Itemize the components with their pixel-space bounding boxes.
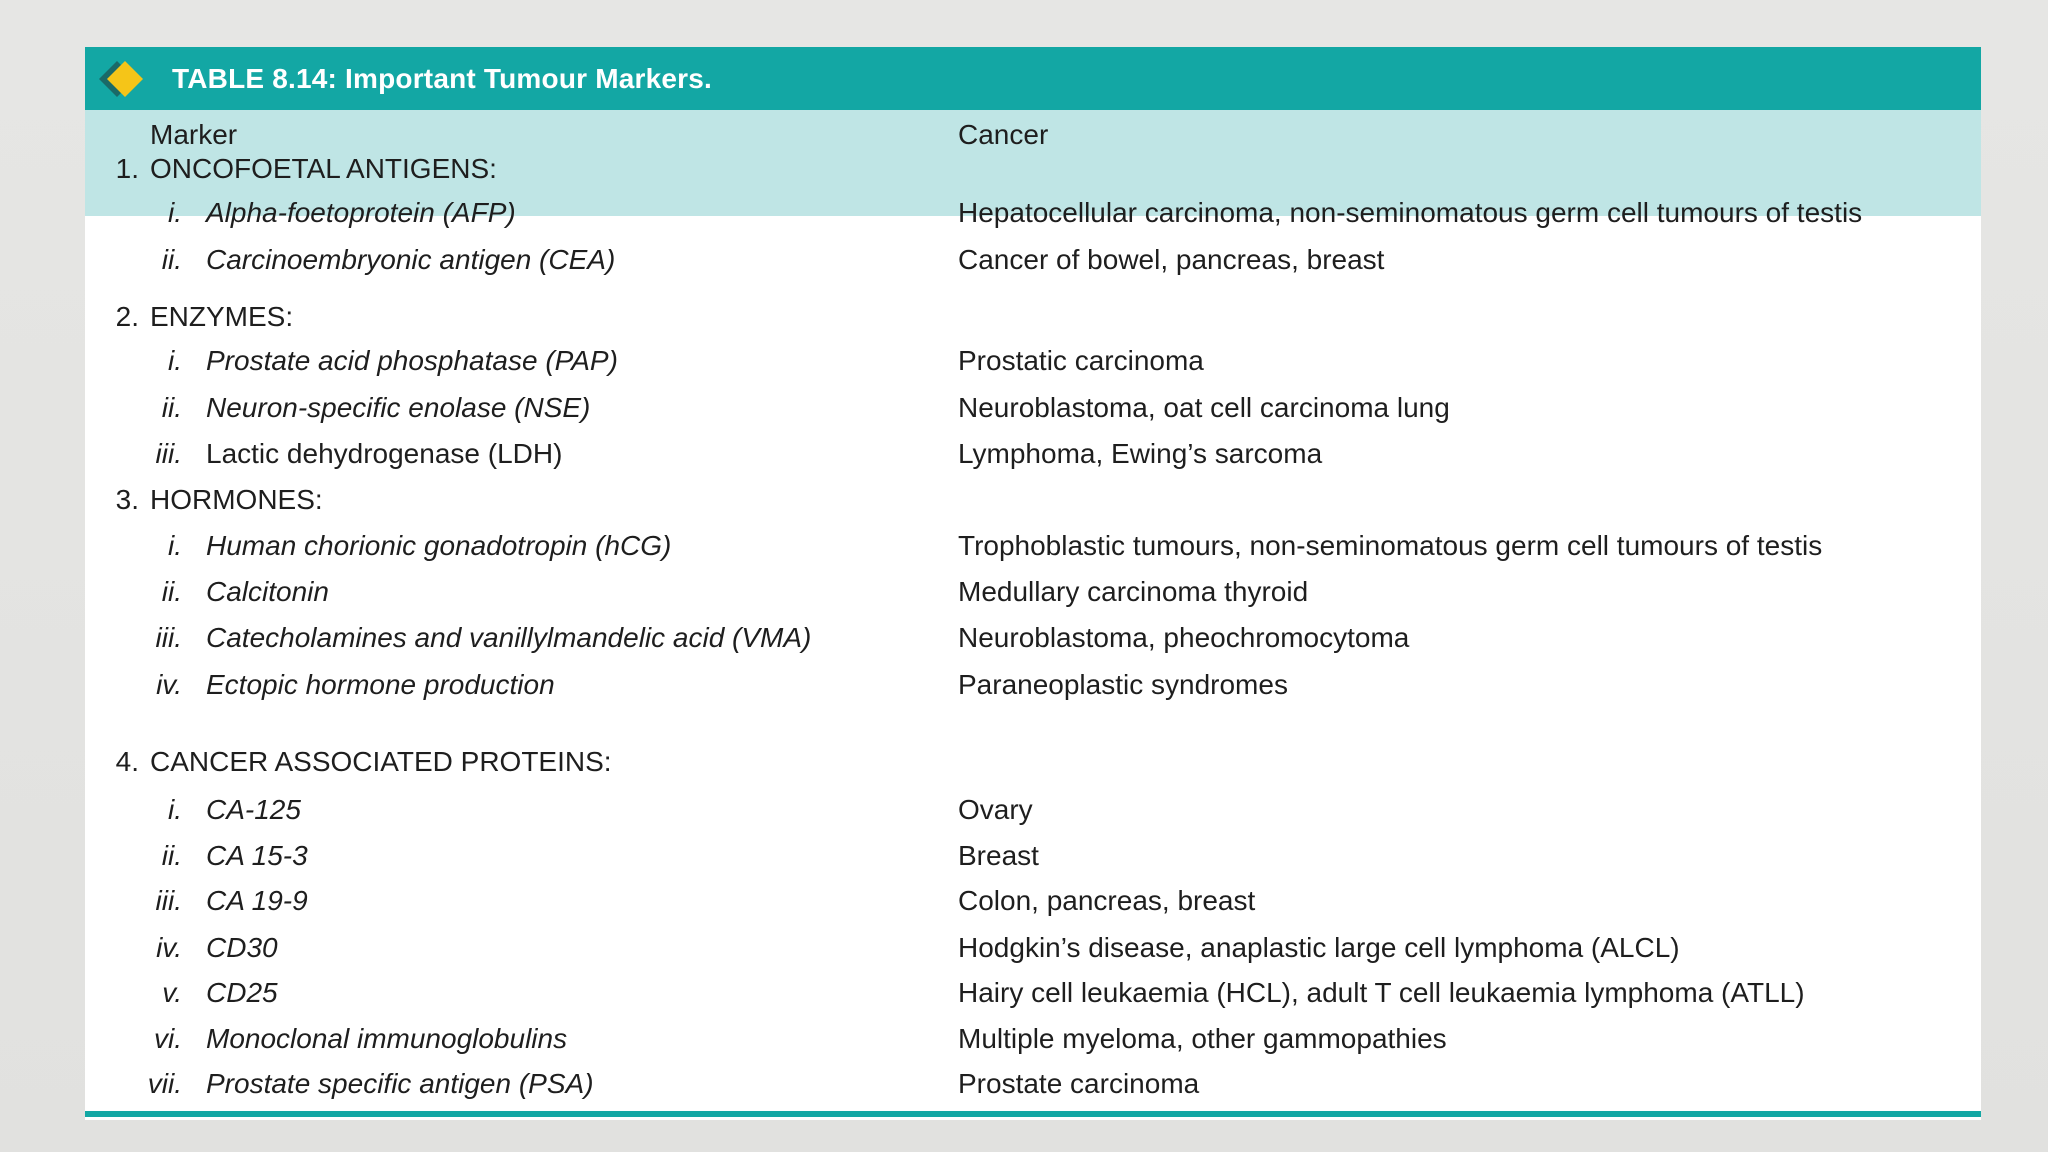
marker-cell: CA 15-3 [206, 840, 308, 871]
row-roman-numeral: vi. [154, 1023, 182, 1054]
table-row [85, 339, 1981, 383]
table-row [85, 524, 1981, 568]
marker-cell: Carcinoembryonic antigen (CEA) [206, 244, 616, 275]
section-number: 4. [115, 746, 139, 777]
cancer-cell: Multiple myeloma, other gammopathies [958, 1023, 1447, 1054]
marker-cell: CD30 [206, 932, 278, 963]
marker-cell: CD25 [206, 977, 278, 1008]
cancer-cell: Neuroblastoma, pheochromocytoma [958, 622, 1410, 653]
cancer-cell: Ovary [958, 794, 1033, 825]
table-row [85, 663, 1981, 707]
marker-cell: Human chorionic gonadotropin (hCG) [206, 530, 672, 561]
cancer-cell: Prostate carcinoma [958, 1068, 1200, 1099]
table-title-bar [85, 47, 1981, 110]
table-row [85, 191, 1981, 235]
row-roman-numeral: iii. [155, 622, 182, 653]
section-number: 1. [115, 153, 139, 184]
cancer-cell: Neuroblastoma, oat cell carcinoma lung [958, 392, 1450, 423]
marker-cell: Monoclonal immunoglobulins [206, 1023, 568, 1054]
row-roman-numeral: v. [162, 977, 182, 1008]
marker-cell: Neuron-specific enolase (NSE) [206, 392, 591, 423]
cancer-cell: Prostatic carcinoma [958, 345, 1204, 376]
row-roman-numeral: ii. [161, 244, 182, 275]
row-roman-numeral: i. [168, 345, 182, 376]
table-row [85, 1062, 1981, 1106]
cancer-cell: Lymphoma, Ewing’s sarcoma [958, 438, 1323, 469]
section-title-row [85, 478, 1981, 522]
row-roman-numeral: i. [168, 197, 182, 228]
column-header-cancer: Cancer [958, 119, 1049, 150]
diamond-icon [95, 53, 147, 105]
cancer-cell: Colon, pancreas, breast [958, 885, 1256, 916]
cancer-cell: Cancer of bowel, pancreas, breast [958, 244, 1385, 275]
cancer-cell: Hairy cell leukaemia (HCL), adult T cell leukaemia lymphoma (ATLL) [958, 977, 1805, 1008]
section-title-row [85, 740, 1981, 784]
row-roman-numeral: ii. [161, 576, 182, 607]
table-row [85, 570, 1981, 614]
table-row [85, 788, 1981, 832]
section-number: 2. [115, 301, 139, 332]
table-row [85, 1017, 1981, 1061]
table-row [85, 926, 1981, 970]
cancer-cell: Medullary carcinoma thyroid [958, 576, 1309, 607]
row-roman-numeral: ii. [161, 840, 182, 871]
marker-cell: Prostate specific antigen (PSA) [206, 1068, 594, 1099]
section-title: CANCER ASSOCIATED PROTEINS: [150, 746, 612, 777]
table-bottom-rule [85, 1111, 1981, 1117]
marker-cell: Catecholamines and vanillylmandelic acid (VMA) [206, 622, 812, 653]
table-title: TABLE 8.14: Important Tumour Markers. [172, 63, 713, 94]
marker-cell: Prostate acid phosphatase (PAP) [206, 345, 618, 376]
row-roman-numeral: i. [168, 794, 182, 825]
tumour-markers-table [85, 47, 1981, 1120]
column-header-marker: Marker [150, 119, 238, 150]
table-row [85, 616, 1981, 660]
table-row [85, 238, 1981, 282]
row-roman-numeral: iii. [155, 885, 182, 916]
section-number: 3. [115, 484, 139, 515]
section-title-row [85, 295, 1981, 339]
cancer-cell: Breast [958, 840, 1039, 871]
row-roman-numeral: iii. [155, 438, 182, 469]
marker-cell: Alpha-foetoprotein (AFP) [206, 197, 516, 228]
cancer-cell: Hepatocellular carcinoma, non-seminomatous germ cell tumours of testis [958, 197, 1863, 228]
table-row [85, 432, 1981, 476]
row-roman-numeral: iv. [156, 669, 182, 700]
marker-cell: Ectopic hormone production [206, 669, 555, 700]
section-title: HORMONES: [150, 484, 323, 515]
row-roman-numeral: ii. [161, 392, 182, 423]
row-roman-numeral: vii. [147, 1068, 182, 1099]
row-roman-numeral: i. [168, 530, 182, 561]
cancer-cell: Hodgkin’s disease, anaplastic large cell lymphoma (ALCL) [958, 932, 1680, 963]
table-row [85, 834, 1981, 878]
table-row [85, 879, 1981, 923]
table-row [85, 971, 1981, 1015]
row-roman-numeral: iv. [156, 932, 182, 963]
section-title: ONCOFOETAL ANTIGENS: [150, 153, 497, 184]
marker-cell: Calcitonin [206, 576, 329, 607]
section-title: ENZYMES: [150, 301, 294, 332]
cancer-cell: Paraneoplastic syndromes [958, 669, 1288, 700]
marker-cell: CA 19-9 [206, 885, 308, 916]
cancer-cell: Trophoblastic tumours, non-seminomatous germ cell tumours of testis [958, 530, 1823, 561]
marker-cell: Lactic dehydrogenase (LDH) [206, 438, 563, 469]
table-row [85, 386, 1981, 430]
section-title-row [85, 147, 1981, 191]
marker-cell: CA-125 [206, 794, 301, 825]
